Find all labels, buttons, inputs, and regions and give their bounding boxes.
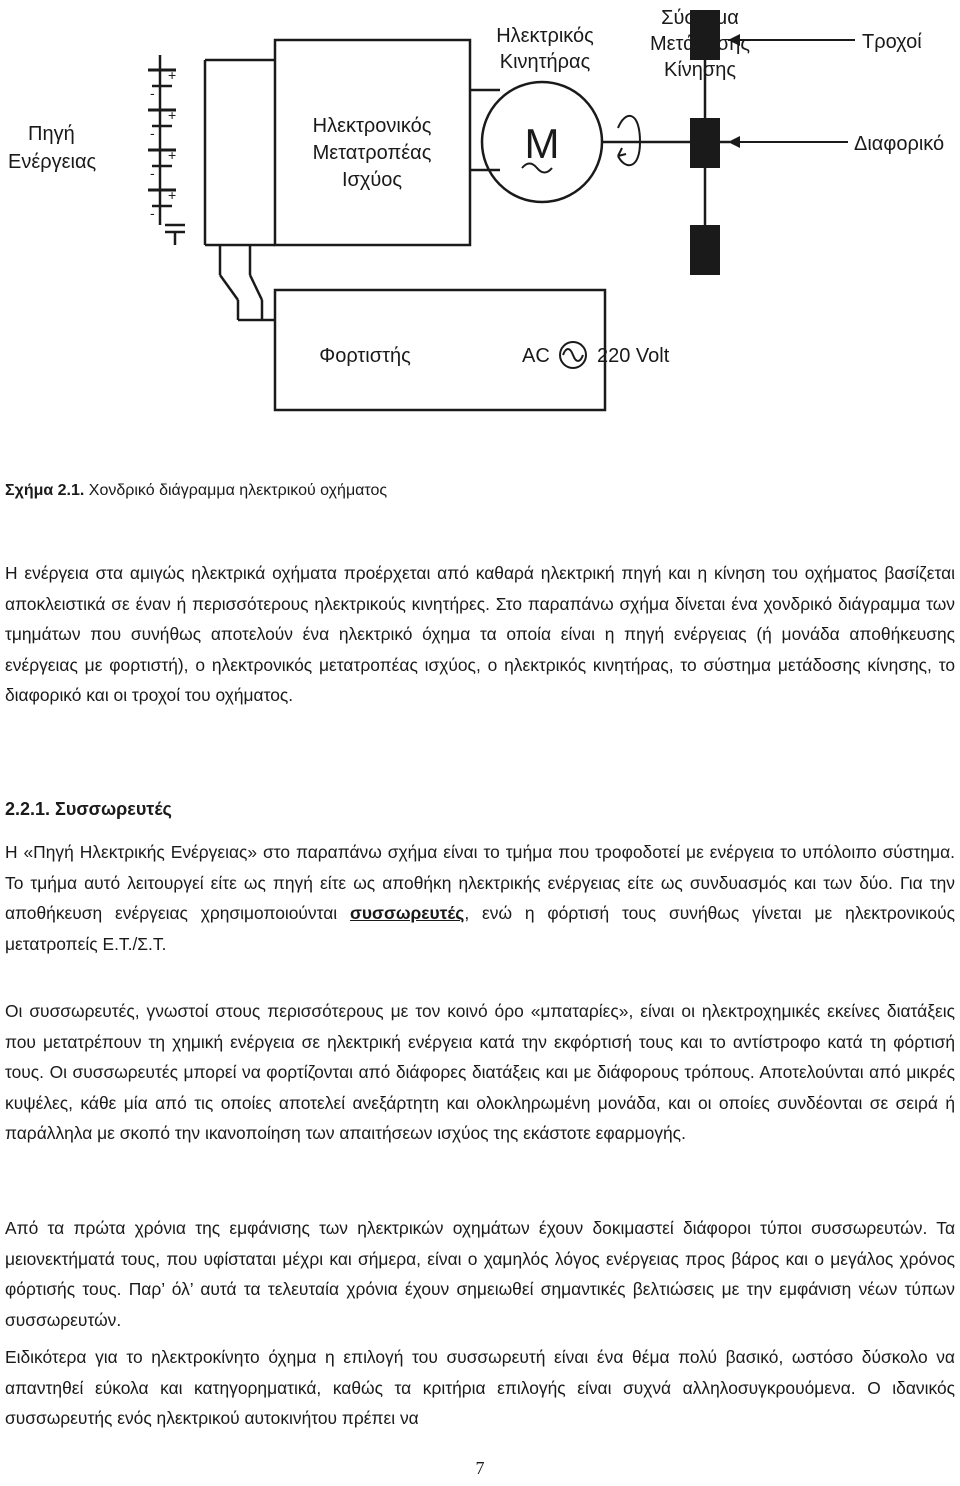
svg-text:+: + xyxy=(168,107,177,123)
ac-label: AC xyxy=(522,345,550,367)
motor-symbol: M xyxy=(524,120,560,167)
charger-switches xyxy=(220,245,275,320)
paragraph-energy-source: Η «Πηγή Ηλεκτρικής Ενέργειας» στο παραπάνω σχήμα είναι το τμήμα που τροφοδοτεί με ενέργεια το υπόλοιπο σύστημα. Το τμήμα αυτό λειτουργεί είτε ως πηγή είτε ως αποθήκη ηλεκτρικής ενέργειας είτε ως συνδυασμός και των δύο. Για την αποθήκευση ενέργειας χρησιμοποιούνται συσσωρευτές, ενώ η φόρτισή τους συνήθως γίνεται με ηλεκτρονικούς μετατροπείς Ε.Τ./Σ.Τ. xyxy=(5,842,955,954)
transmission-box xyxy=(690,118,720,168)
source-label-line2: Ενέργειας xyxy=(8,151,97,173)
svg-text:+: + xyxy=(168,67,177,83)
caption-text: Χονδρικό διάγραμμα ηλεκτρικού οχήματος xyxy=(84,482,388,499)
transmission-label-line2: Μετάδοσης xyxy=(649,33,751,55)
svg-text:+: + xyxy=(168,147,177,163)
converter-label-line1: Ηλεκτρονικός xyxy=(312,115,432,137)
svg-text:-: - xyxy=(150,85,155,101)
source-label-line1: Πηγή xyxy=(28,123,75,145)
figure-caption xyxy=(5,482,387,500)
transmission-label-line1: Σύστημα xyxy=(661,7,739,29)
paragraph-intro: Η ενέργεια στα αμιγώς ηλεκτρικά οχήματα προέρχεται από καθαρά ηλεκτρική πηγή και η κίνηση του οχήματος βασίζεται αποκλειστικά σε έναν ή περισσότερους ηλεκτρικούς κινητήρες. Στο παραπάνω σχήμα δίνεται ένα χονδρικό διάγραμμα των τμημάτων που συνήθως αποτελούν ένα ηλεκτρικό όχημα τα οποία είναι η πηγή ενέργειας (ή μονάδα αποθήκευσης ενέργειας με φορτιστή), ο ηλεκτρονικός μετατροπέας ισχύος, ο ηλεκτρικός κινητήρας, το σύστημα μετάδοσης κίνησης, το διαφορικό και οι τροχοί του οχήματος. xyxy=(5,563,955,705)
charger-label: Φορτιστής xyxy=(319,345,411,367)
converter-label-line3: Ισχύος xyxy=(341,169,403,191)
battery-signs xyxy=(150,67,176,221)
paragraph-selection: Ειδικότερα για το ηλεκτροκίνητο όχημα η επιλογή του συσσωρευτή είναι ένα θέμα πολύ βασικό, ωστόσο δύσκολο να απαντηθεί εύκολα και κατηγορηματικά, καθώς τα κριτήρια επιλογής είναι συχνά αλληλοσυγκρουόμενα. Ο ιδανικός συσσωρευτής ενός ηλεκτρικού αυτοκινήτου πρέπει να xyxy=(5,1347,955,1428)
motor-label-line1: Ηλεκτρικός xyxy=(496,25,594,47)
transmission-label-line3: Κίνησης xyxy=(663,59,737,81)
svg-text:-: - xyxy=(150,205,155,221)
caption-number: Σχήμα 2.1. xyxy=(5,482,85,499)
motor-label-line2: Κινητήρας xyxy=(499,51,591,73)
wheels-label: Τροχοί xyxy=(862,31,922,53)
wheel-bottom xyxy=(690,225,720,275)
voltage-label: 220 Volt xyxy=(597,345,670,367)
emphasis-term: συσσωρευτές xyxy=(350,903,465,923)
converter-label-line2: Μετατροπέας xyxy=(312,142,432,164)
vehicle-block-diagram xyxy=(0,0,960,420)
paragraph-batteries: Οι συσσωρευτές, γνωστοί στους περισσότερους με τον κοινό όρο «μπαταρίες», είναι οι ηλεκτροχημικές εκείνες διατάξεις που μετατρέπουν τη χημική ενέργεια σε ηλεκτρική ενέργεια κατά την εκφόρτισή τους και το αντίστροφο κατά τη φόρτισή τους. Οι συσσωρευτές μπορεί να φορτίζονται από διάφορες διατάξεις και με διάφορους τρόπους. Αποτελούνται από μικρές κυψέλες, κάθε μία από τις οποίες αποτελεί ανεξάρτητη και ολοκληρωμένη μονάδα, και οι οποίες συνδέονται σε σειρά ή παράλληλα με σκοπό την ικανοποίηση των απαιτήσεων ισχύος της εκάστοτε εφαρμογής. xyxy=(5,1001,955,1143)
paragraph-history: Από τα πρώτα χρόνια της εμφάνισης των ηλεκτρικών οχημάτων έχουν δοκιμαστεί διάφοροι τύποι συσσωρευτών. Τα μειονεκτήματά τους, που υφίσταται μέχρι και σήμερα, είναι ο χαμηλός λόγος ενέργειας προς βάρος και ο μεγάλος χρόνος φόρτισής τους. Παρ’ όλ’ αυτά τα τελευταία χρόνια έχουν σημειωθεί σημαντικές βελτιώσεις με την εμφάνιση νέων τύπων συσσωρευτών. xyxy=(5,1218,955,1330)
section-heading: 2.2.1. Συσσωρευτές xyxy=(5,799,172,819)
svg-text:-: - xyxy=(150,125,155,141)
page-number: 7 xyxy=(475,1458,485,1478)
differential-label: Διαφορικό xyxy=(854,133,945,155)
svg-text:+: + xyxy=(168,187,177,203)
svg-text:-: - xyxy=(150,165,155,181)
